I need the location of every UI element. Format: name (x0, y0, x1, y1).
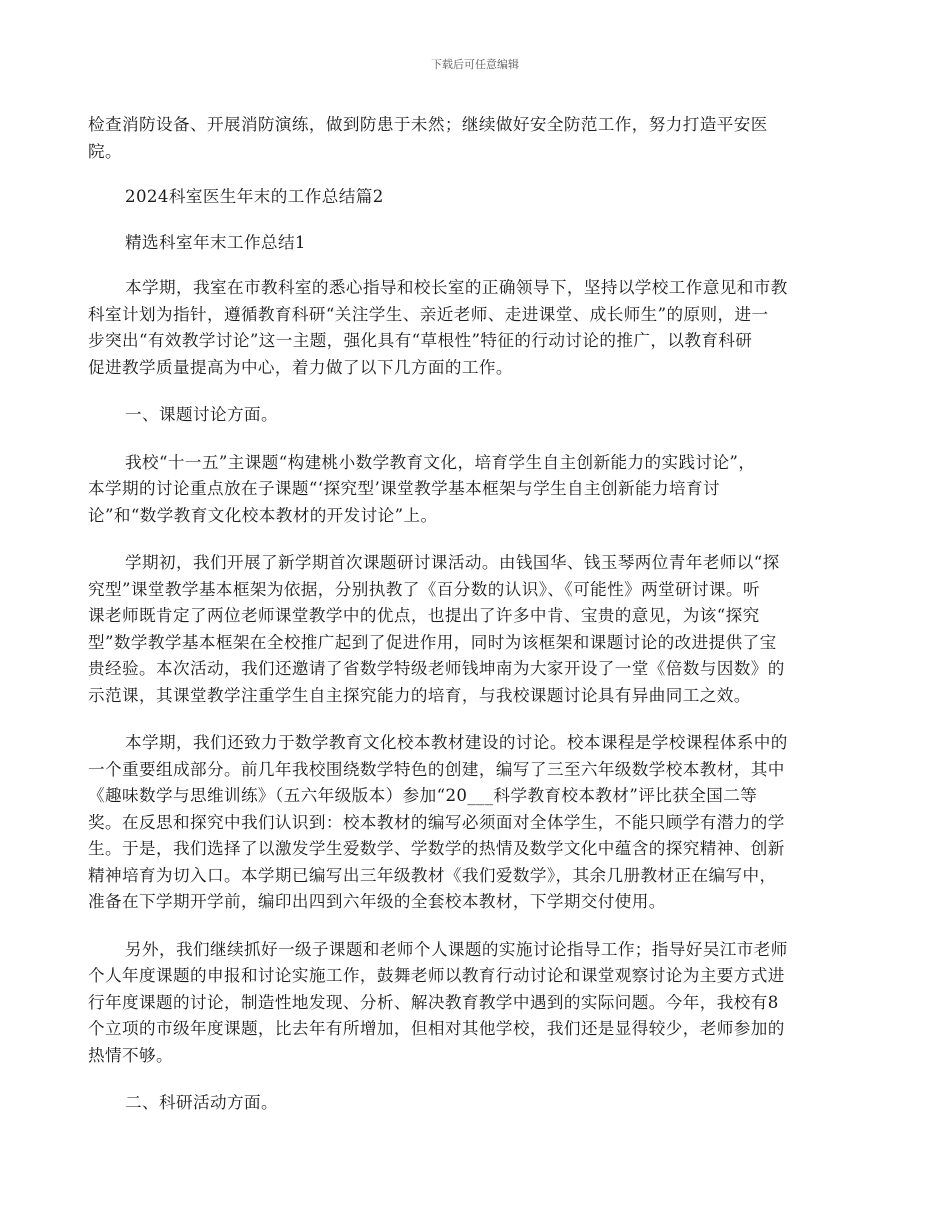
text-line: 型”数学教学基本框架在全校推广起到了促进作用，同时为该框架和课题讨论的改进提供了宝 (88, 632, 777, 652)
paragraph (88, 550, 864, 709)
document-body (88, 112, 864, 1117)
text-line: 一、课题讨论方面。 (125, 405, 278, 424)
section-subtitle (88, 230, 864, 257)
text-line: 贵经验。本次活动，我们还邀请了省数学特级老师钱坤南为大家开设了一堂《倍数与因数》的 (88, 659, 785, 678)
text-line: 步突出“有效教学讨论”这一主题，强化具有“草根性”特征的行动讨论的推广，以教育科研 (88, 331, 753, 350)
text-line: 个人年度课题的申报和讨论实施工作，鼓舞老师以教育行动讨论和课堂观察讨论为主要方式进 (88, 966, 785, 985)
section-title (88, 184, 864, 211)
text-line: 精神培育为切入口。本学期已编写出三年级教材《我们爱数学》，其余几册教材正在编写中， (88, 865, 777, 885)
text-line: 本学期的讨论重点放在子课题“‘探究型’课堂教学基本框架与学生自主创新能力培育讨 (88, 479, 721, 498)
paragraph (88, 275, 864, 381)
text-line: 我校“十一五”主课题“构建桃小数学教育文化，培育学生自主创新能力的实践讨论”， (125, 452, 756, 472)
text-line: 《趣味数学与思维训练》（五六年级版本）参加“20___科学教育校本教材”评比获全国二等 (88, 786, 758, 805)
text-line: 促进教学质量提高为中心，着力做了以下几方面的工作。 (88, 357, 513, 377)
paragraph (88, 730, 864, 916)
section-heading (88, 402, 864, 429)
text-line: 另外，我们继续抓好一级子课题和老师个人课题的实施讨论指导工作；指导好吴江市老师 (125, 939, 788, 959)
text-line: 究型”课堂教学基本框架为依据，分别执教了《百分数的认识》、《可能性》两堂研讨课。听 (88, 579, 761, 599)
text-line: 奖。在反思和探究中我们认识到：校本教材的编写必须面对全体学生，不能只顾学有潜力的学 (88, 812, 785, 832)
text-line: 准备在下学期开学前，编印出四到六年级的全套校本教材，下学期交付使用。 (88, 892, 666, 911)
text-line: 检查消防设备、开展消防演练，做到防患于未然；继续做好安全防范工作，努力打造平安医 (88, 115, 768, 134)
text-line: 精选科室年末工作总结1 (125, 232, 306, 252)
text-line: 本学期，我们还致力于数学教育文化校本教材建设的讨论。校本课程是学校课程体系中的 (125, 733, 788, 752)
text-line: 行年度课题的讨论，制造性地发现、分析、解决教育教学中遇到的实际问题。今年，我校有8 (88, 992, 779, 1012)
text-line: 院。 (88, 141, 122, 161)
text-line: 一个重要组成部分。前几年我校围绕数学特色的创建，编写了三至六年级数学校本教材，其中 (88, 759, 785, 779)
section-heading (88, 1090, 864, 1117)
text-line: 二、科研活动方面。 (125, 1093, 278, 1112)
paragraph (88, 112, 864, 165)
text-line: 热情不够。 (88, 1045, 173, 1065)
paragraph (88, 937, 864, 1070)
text-line: 论”和“数学教育文化校本教材的开发讨论”上。 (88, 505, 438, 525)
text-line: 个立项的市级年度课题，比去年有所增加，但相对其他学校，我们还是显得较少，老师参加的 (88, 1019, 785, 1038)
text-line: 示范课，其课堂教学注重学生自主探究能力的培育，与我校课题讨论具有异曲同工之效。 (88, 685, 751, 705)
text-line: 本学期，我室在市教科室的悉心指导和校长室的正确领导下，坚持以学校工作意见和市教 (125, 278, 788, 297)
text-line: 科室计划为指针，遵循教育科研“关注学生、亲近老师、走进课堂、成长师生”的原则，进一 (88, 304, 769, 324)
text-line: 学期初，我们开展了新学期首次课题研讨课活动。由钱国华、钱玉琴两位青年老师以“探 (125, 553, 780, 572)
page-header: 下载后可任意编辑 (431, 58, 519, 71)
text-line: 生。于是，我们选择了以激发学生爱数学、学数学的热情及数学文化中蕴含的探究精神、创新 (88, 839, 785, 858)
paragraph (88, 450, 864, 530)
text-line: 2024科室医生年末的工作总结篇2 (125, 187, 384, 206)
text-line: 课老师既肯定了两位老师课堂教学中的优点，也提出了许多中肯、宝贵的意见，为该“探究 (88, 606, 760, 625)
